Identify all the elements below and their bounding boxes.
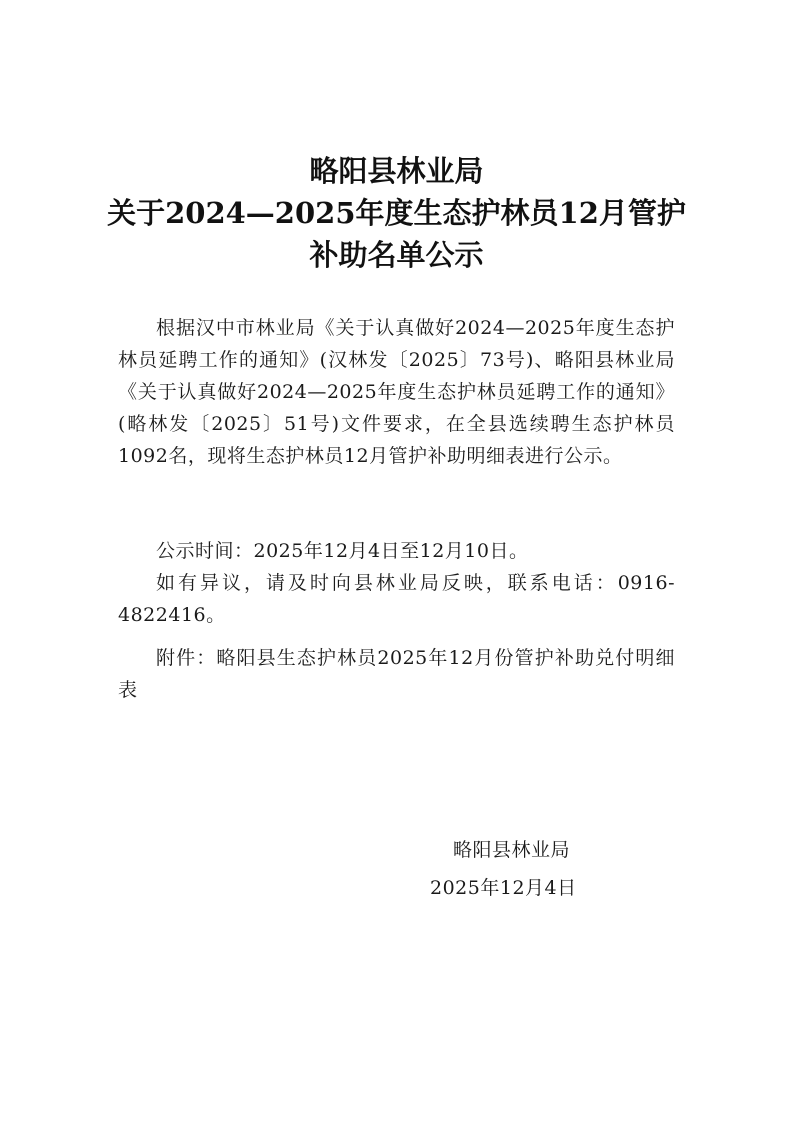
title-line-suffix: 补助名单公示 xyxy=(309,238,484,272)
paragraph-period-text: 公示时间：2025年12月4日至12月10日。 xyxy=(156,540,529,562)
title-line-subject: 关于2024—2025年度生态护林员12月管护 xyxy=(107,196,686,230)
paragraph-basis-text: 根据汉中市林业局《关于认真做好2024—2025年度生态护林员延聘工作的通知》(汉林发〔2025〕73号)、略阳县林业局《关于认真做好2024—2025年度生态护林员延聘工作的通知》(略林发〔2025〕51号)文件要求，在全县选续聘生态护林员1092名，现将生态护林员12月管护补助明细表进行公示。 xyxy=(118,317,675,467)
paragraph-contact xyxy=(118,567,675,631)
title-line-org: 略阳县林业局 xyxy=(309,154,484,188)
signature-organization: 略阳县林业局 xyxy=(453,839,571,861)
paragraph-contact-text: 如有异议，请及时向县林业局反映，联系电话：0916-4822416。 xyxy=(118,572,675,626)
paragraph-period xyxy=(118,535,675,567)
paragraph-basis xyxy=(118,312,675,472)
signature-date: 2025年12月4日 xyxy=(430,877,577,899)
document-title xyxy=(0,150,793,276)
paragraph-attachment-text: 附件：略阳县生态护林员2025年12月份管护补助兑付明细表 xyxy=(118,647,675,701)
paragraph-attachment xyxy=(118,642,675,706)
